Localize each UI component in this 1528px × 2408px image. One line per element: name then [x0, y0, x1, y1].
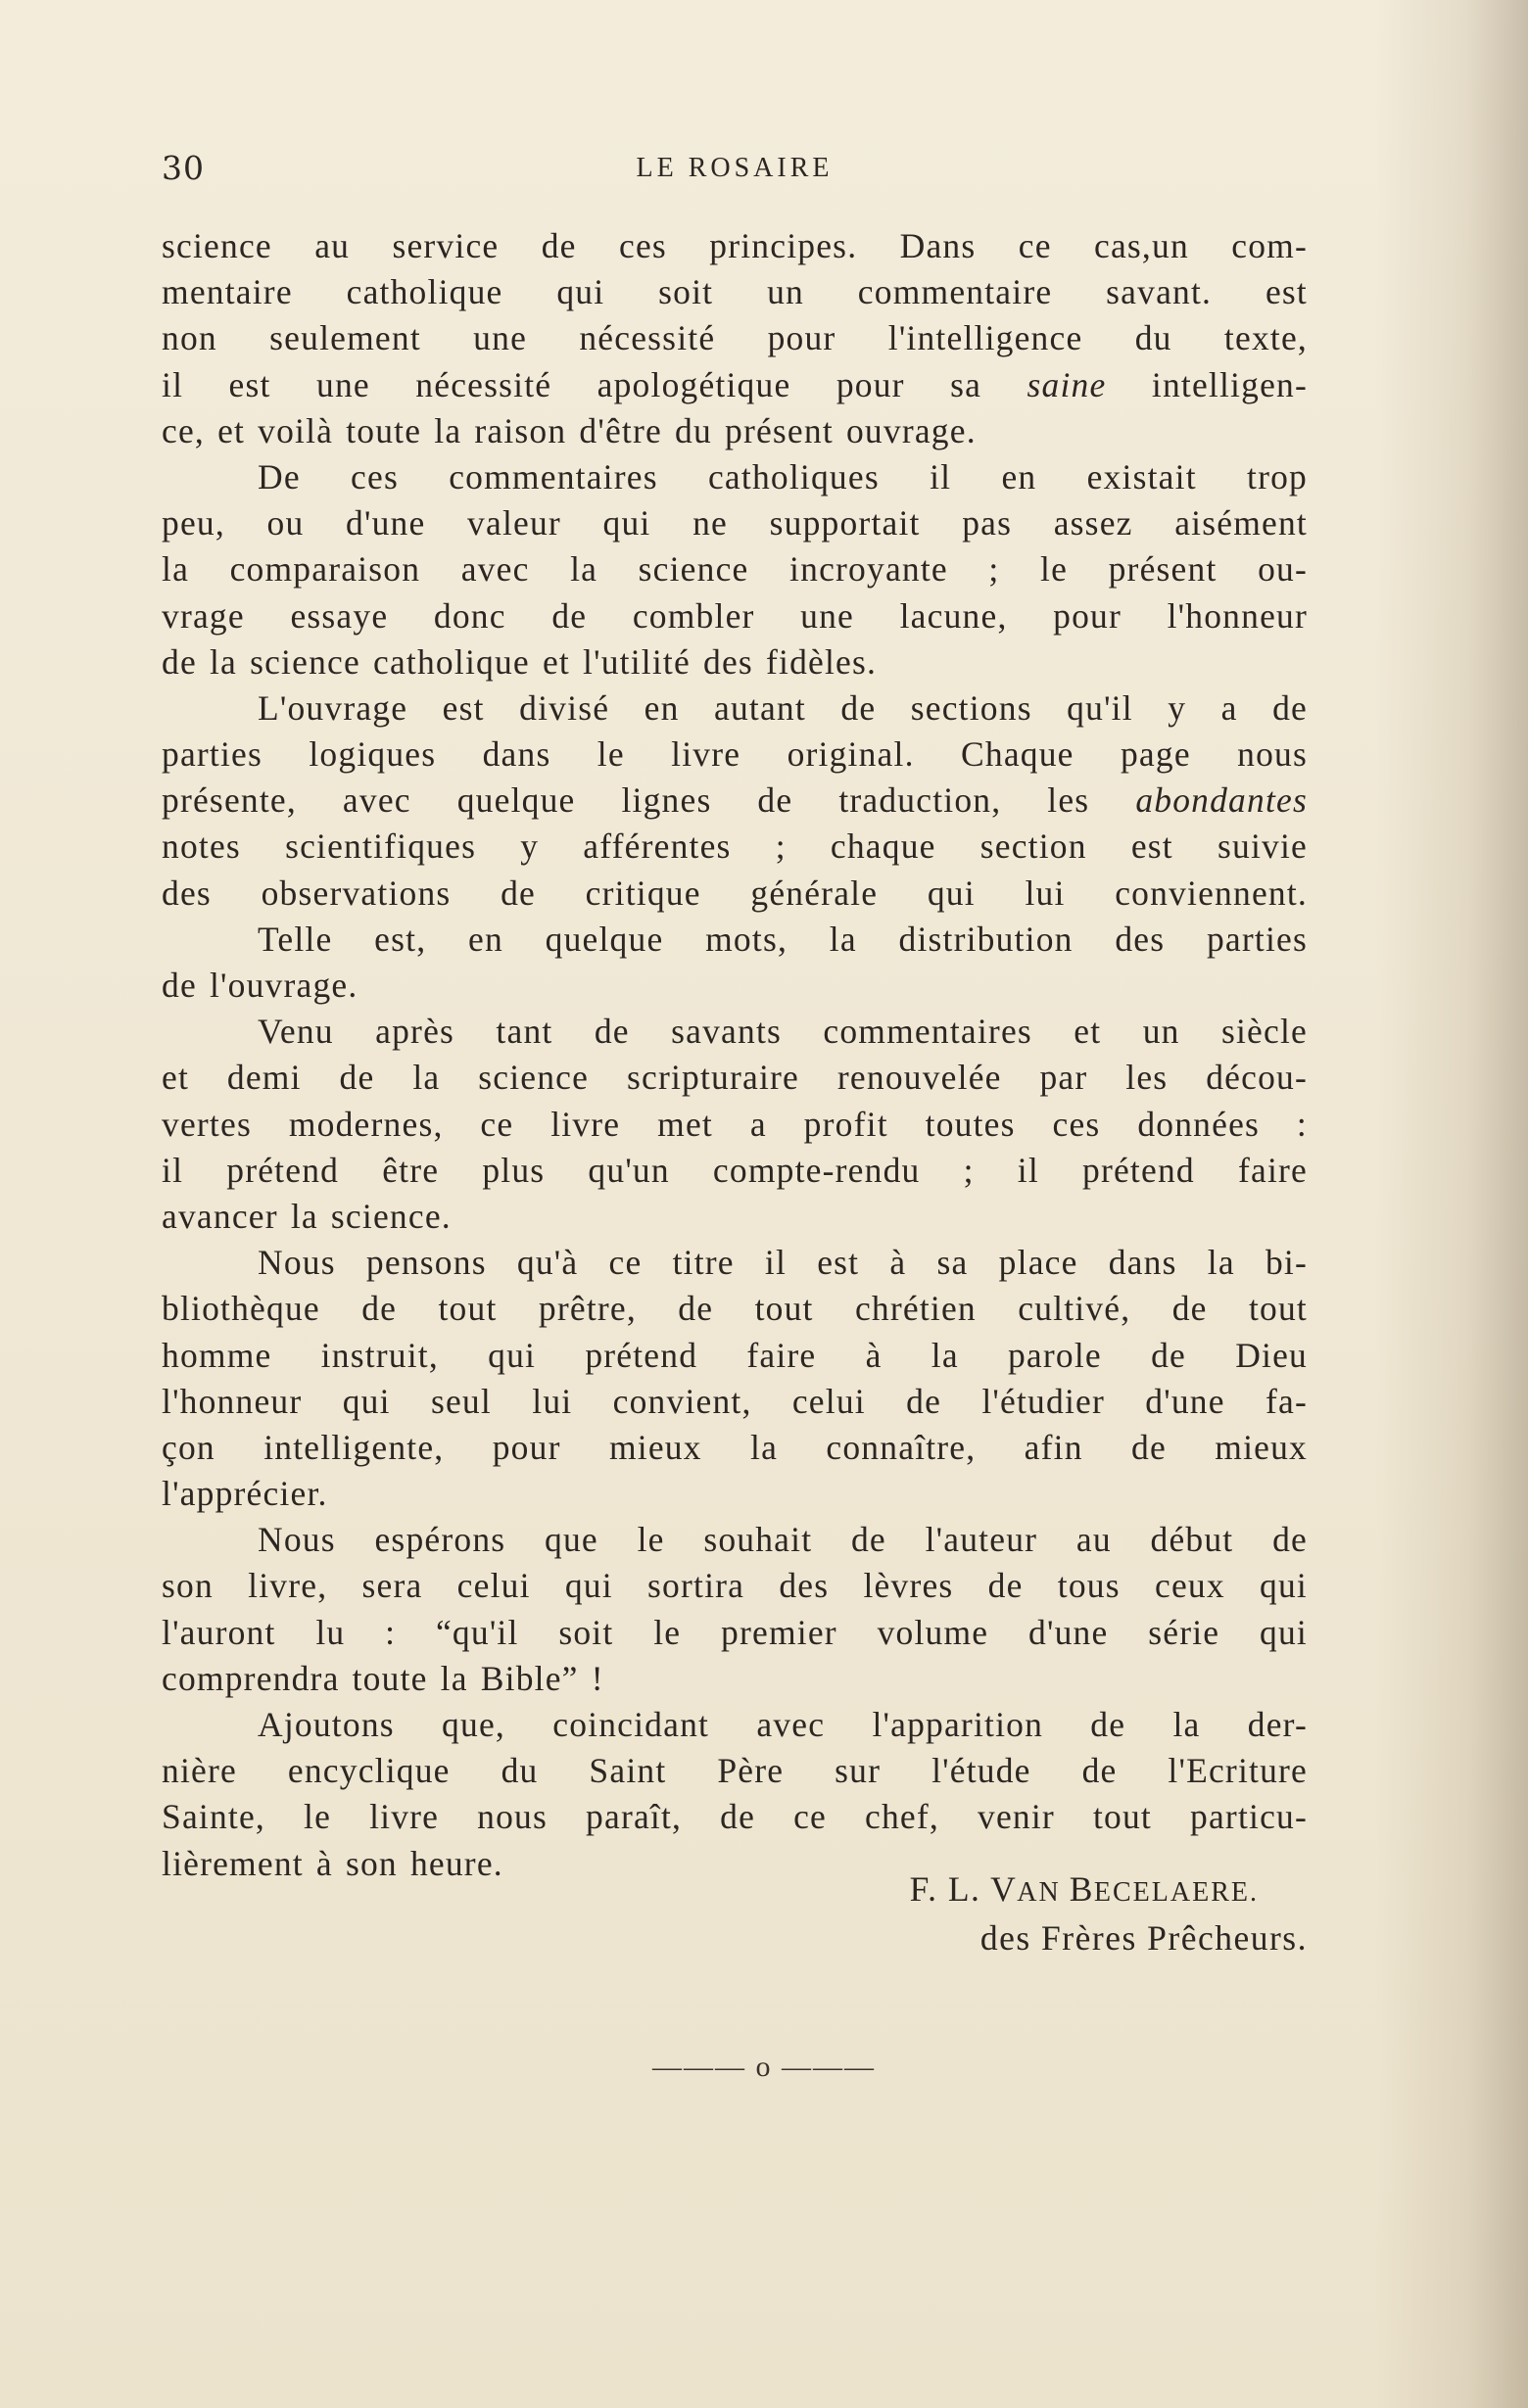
text-line: et demi de la science scripturaire renouvelée par les décou- [162, 1058, 1308, 1098]
text-fragment: intelligen- [1106, 364, 1308, 404]
signature-initials: F. L. V [909, 1869, 1018, 1909]
text-line [162, 362, 1308, 408]
text-line: comprendra toute la Bible” ! [162, 1658, 604, 1698]
text-line: Nous espérons que le souhait de l'auteur au début de [258, 1520, 1308, 1560]
signature-name-capital: B [1069, 1869, 1094, 1909]
text-line: nière encyclique du Saint Père sur l'étude de l'Ecriture [162, 1751, 1308, 1791]
text-line: peu, ou d'une valeur qui ne supportait pas assez aisément [162, 503, 1308, 543]
text-line: avancer la science. [162, 1196, 452, 1236]
text-line: vertes modernes, ce livre met a profit toutes ces données : [162, 1104, 1308, 1144]
text-line: mentaire catholique qui soit un commentaire savant. est [162, 272, 1308, 312]
signature-name-small: ECELAERE. [1093, 1877, 1259, 1908]
running-title: LE ROSAIRE [636, 153, 834, 183]
italic-word: abondantes [1135, 780, 1308, 821]
text-line: Ajoutons que, coincidant avec l'apparition de la der- [258, 1705, 1308, 1744]
text-line: la comparaison avec la science incroyante ; le présent ou- [162, 549, 1308, 590]
section-ornament: ——— o ——— [652, 2051, 876, 2083]
page-number: 30 [162, 149, 205, 187]
text-line [162, 778, 1308, 824]
text-line: son livre, sera celui qui sortira des lèvres de tous ceux qui [162, 1566, 1308, 1606]
running-head [162, 149, 1308, 198]
signature [162, 1866, 1308, 1961]
text-fragment: il est une nécessité apologétique pour sa [162, 364, 1027, 404]
text-line: de l'ouvrage. [162, 966, 358, 1005]
text-line: parties logiques dans le livre original. Chaque page nous [162, 734, 1308, 775]
text-line: non seulement une nécessité pour l'intelligence du texte, [162, 318, 1308, 358]
text-line: Sainte, le livre nous paraît, de ce chef, venir tout particu- [162, 1797, 1308, 1837]
text-line: çon intelligente, pour mieux la connaître, afin de mieux [162, 1427, 1308, 1467]
text-line: Venu après tant de savants commentaires et un siècle [258, 1012, 1308, 1052]
text-line: homme instruit, qui prétend faire à la parole de Dieu [162, 1335, 1308, 1375]
text-line: L'ouvrage est divisé en autant de sections qu'il y a de [258, 687, 1308, 728]
text-fragment: présente, avec quelque lignes de traduction, les [162, 780, 1136, 821]
text-line: Nous pensons qu'à ce titre il est à sa place dans la bi- [258, 1243, 1308, 1283]
text-line: De ces commentaires catholiques il en existait trop [258, 456, 1308, 496]
body-text [162, 223, 1308, 1887]
text-line: notes scientifiques y afférentes ; chaque section est suivie [162, 826, 1308, 867]
signature-affiliation: des Frères Prêcheurs. [979, 1918, 1308, 1959]
text-line: lièrement à son heure. [162, 1843, 503, 1883]
text-line: des observations de critique générale qui lui conviennent. [162, 873, 1308, 913]
text-line: l'apprécier. [162, 1474, 328, 1514]
text-line: science au service de ces principes. Dans ce cas,un com- [162, 226, 1308, 265]
text-line: ce, et voilà toute la raison d'être du présent ouvrage. [162, 410, 977, 450]
italic-word: saine [1027, 364, 1107, 404]
text-line: Telle est, en quelque mots, la distribution des parties [258, 919, 1308, 959]
text-line: de la science catholique et l'utilité des fidèles. [162, 641, 878, 682]
text-line: l'honneur qui seul lui convient, celui de l'étudier d'une fa- [162, 1381, 1308, 1421]
text-line: bliothèque de tout prêtre, de tout chrétien cultivé, de tout [162, 1289, 1308, 1329]
text-line: l'auront lu : “qu'il soit le premier volume d'une série qui [162, 1612, 1308, 1652]
signature-name [162, 1866, 1308, 1915]
signature-name-small: AN [1017, 1877, 1070, 1908]
text-line: vrage essaye donc de combler une lacune, pour l'honneur [162, 595, 1308, 636]
text-line: il prétend être plus qu'un compte-rendu ; il prétend faire [162, 1150, 1308, 1190]
